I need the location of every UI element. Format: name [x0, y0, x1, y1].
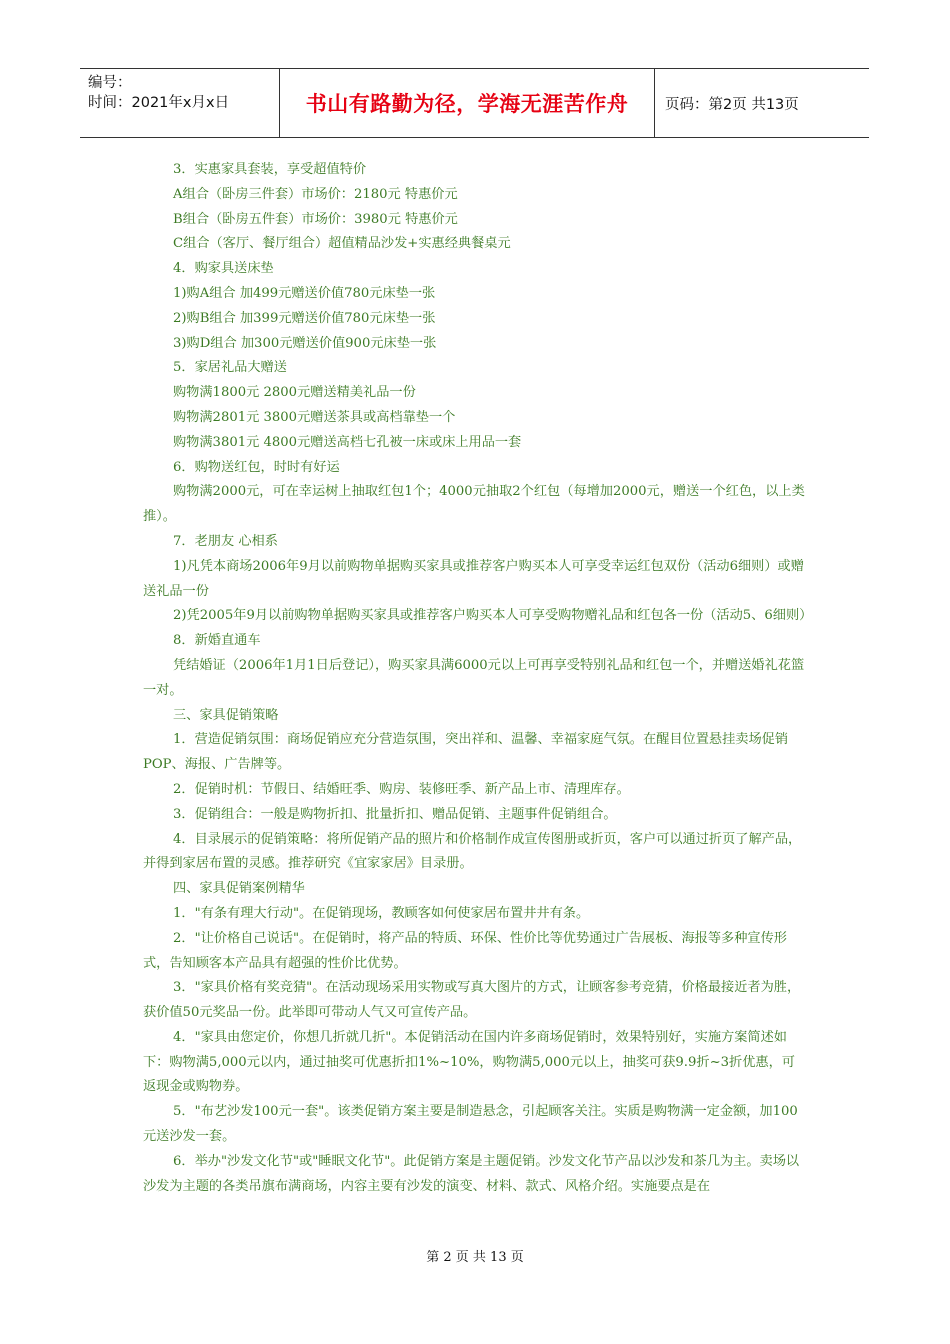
paragraph: 购物满2000元，可在幸运树上抽取红包1个；4000元抽取2个红包（每增加2000元，赠送一个红色，以上类推）。: [143, 484, 805, 525]
paragraph: 4．目录展示的促销策略：将所促销产品的照片和价格制作成宣传图册或折页，客户可以通过折页了解产品，并得到家居布置的灵感。推荐研究《宜家家居》目录册。: [143, 831, 802, 872]
paragraph: 5．家居礼品大赠送: [173, 360, 287, 376]
paragraph: 6．举办"沙发文化节"或"睡眠文化节"。此促销方案是主题促销。沙发文化节产品以沙发和茶几为主。卖场以沙发为主题的各类吊旗布满商场，内容主要有沙发的演变、材料、款式、风格介绍。实施要点是在: [143, 1153, 800, 1194]
paragraph: 7．老朋友 心相系: [173, 533, 278, 549]
paragraph: 购物满1800元 2800元赠送精美礼品一份: [173, 385, 416, 401]
paragraph: C组合（客厅、餐厅组合）超值精品沙发+实惠经典餐桌元: [173, 236, 511, 252]
header-meta: [80, 69, 280, 137]
paragraph: 2)购B组合 加399元赠送价值780元床垫一张: [173, 310, 436, 326]
paragraph: 3)购D组合 加300元赠送价值900元床垫一张: [173, 335, 437, 351]
paragraph: 1．"有条有理大行动"。在促销现场，教顾客如何使家居布置井井有条。: [173, 905, 590, 921]
paragraph: 3．促销组合：一般是购物折扣、批量折扣、赠品促销、主题事件促销组合。: [173, 806, 617, 822]
paragraph: 5．"布艺沙发100元一套"。该类促销方案主要是制造悬念，引起顾客关注。实质是购物满一定金额，加100元送沙发一套。: [143, 1104, 798, 1145]
section-heading: 四、家具促销案例精华: [173, 881, 305, 897]
paragraph: 4．购家具送床垫: [173, 261, 274, 277]
paragraph: B组合（卧房五件套）市场价：3980元 特惠价元: [173, 211, 458, 227]
paragraph: 4．"家具由您定价，你想几折就几折"。本促销活动在国内许多商场促销时，效果特别好，实施方案简述如下：购物满5,000元以内，通过抽奖可优惠折扣1%~10%，购物满5,000元以上，抽奖可获9.9折~3折优惠，可返现金或购物券。: [143, 1029, 795, 1095]
section-heading: 三、家具促销策略: [173, 707, 279, 723]
paragraph: 2．"让价格自己说话"。在促销时，将产品的特质、环保、性价比等优势通过广告展板、海报等多种宣传形式，告知顾客本产品具有超强的性价比优势。: [143, 930, 787, 971]
page-footer: 第 2 页 共 13 页: [426, 1250, 524, 1265]
page-header: [80, 68, 869, 138]
paragraph: 1)购A组合 加499元赠送价值780元床垫一张: [173, 285, 436, 301]
paragraph: 3．"家具价格有奖竞猜"。在活动现场采用实物或写真大图片的方式，让顾客参考竞猜，价格最接近者为胜，获价值50元奖品一份。此举即可带动人气又可宣传产品。: [143, 980, 801, 1021]
paragraph: 1．营造促销氛围：商场促销应充分营造氛围，突出祥和、温馨、幸福家庭气氛。在醒目位置悬挂卖场促销POP、海报、广告牌等。: [143, 732, 789, 773]
header-page-info: 页码：第2页 共13页: [665, 96, 799, 113]
header-motto: 书山有路勤为径，学海无涯苦作舟: [280, 69, 655, 137]
paragraph: 3．实惠家具套装，享受超值特价: [173, 162, 367, 177]
paragraph: 2．促销时机：节假日、结婚旺季、购房、装修旺季、新产品上市、清理库存。: [173, 781, 630, 797]
paragraph: 6．购物送红包，时时有好运: [173, 459, 340, 475]
paragraph: 购物满2801元 3800元赠送茶具或高档靠垫一个: [173, 409, 456, 425]
serial-label: 编号：: [88, 75, 132, 91]
paragraph: 2)凭2005年9月以前购物单据购买家具或推荐客户购买本人可享受购物赠礼品和红包各一份（活动5、6细则）: [173, 608, 813, 624]
paragraph: 1)凡凭本商场2006年9月以前购物单据购买家具或推荐客户购买本人可享受幸运红包双份（活动6细则）或赠送礼品一份: [143, 558, 804, 599]
paragraph: 购物满3801元 4800元赠送高档七孔被一床或床上用品一套: [173, 434, 522, 450]
paragraph: 8．新婚直通车: [173, 633, 261, 649]
paragraph: A组合（卧房三件套）市场价：2180元 特惠价元: [173, 186, 458, 202]
paragraph: 凭结婚证（2006年1月1日后登记），购买家具满6000元以上可再享受特别礼品和红包一个，并赠送婚礼花篮一对。: [143, 657, 805, 698]
document-body: [143, 158, 813, 1199]
time-label: 时间：2021年x月x日: [88, 95, 230, 111]
